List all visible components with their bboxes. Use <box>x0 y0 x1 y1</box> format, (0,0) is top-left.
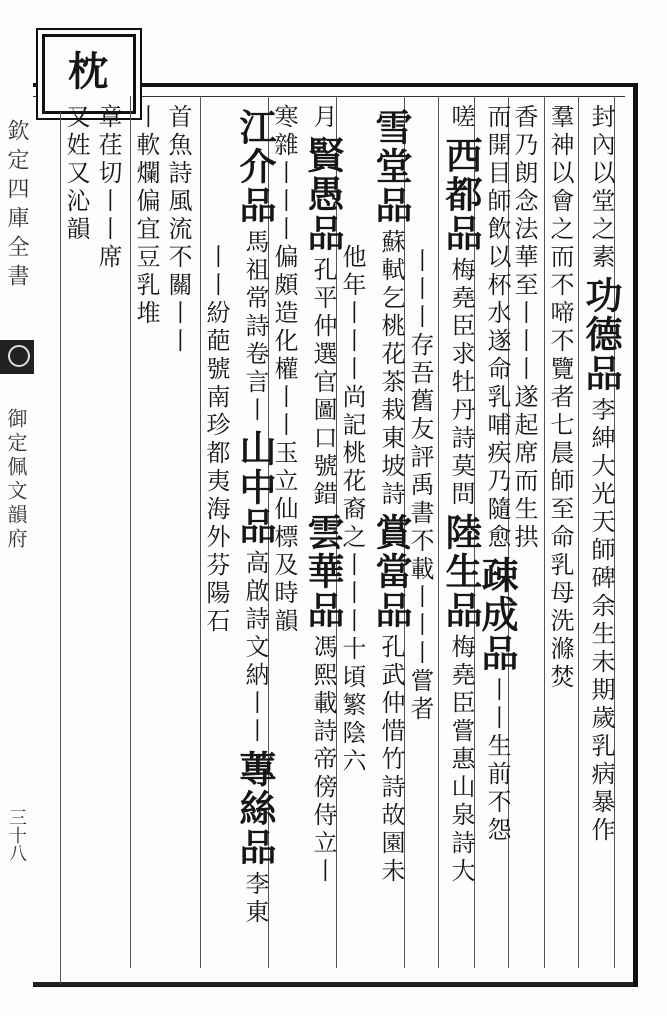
column-rule <box>578 96 579 968</box>
text-column <box>369 104 413 886</box>
column-rule <box>544 96 545 968</box>
column-rule <box>60 112 61 984</box>
entry-text: 李東 <box>241 871 269 927</box>
library-title: 欽定四庫全書 <box>4 119 29 293</box>
entry-text: 丨軟爛偏宜豆乳堆 <box>132 104 160 328</box>
text-column <box>134 104 158 328</box>
entry-text: 孔平仲選官圖口號錯 <box>309 257 337 509</box>
head-character: 枕 <box>68 48 108 95</box>
entry-text: 嗟 <box>447 104 475 132</box>
entry-text: 梅堯臣嘗惠山泉詩大 <box>447 634 475 886</box>
entry-text: 梅堯臣求牡丹詩莫問 <box>447 257 475 509</box>
text-column <box>233 104 277 927</box>
entry-heading: 雪堂品 <box>369 108 413 225</box>
book-title: 御定佩文韻府 <box>4 408 28 552</box>
entry-heading: 陸生品 <box>439 513 483 630</box>
entry-text: 馮熙載詩帝傍侍立丨 <box>309 634 337 886</box>
text-column <box>579 104 623 845</box>
text-column <box>301 104 345 886</box>
text-column <box>204 244 228 636</box>
text-column <box>548 104 572 692</box>
entry-text: 羣神以會之 <box>546 104 574 244</box>
entry-heading: 山中品 <box>233 429 277 546</box>
entry-text: 月 <box>309 104 337 132</box>
text-column <box>512 104 536 552</box>
text-column <box>439 104 483 886</box>
entry-text: 馬祖常詩卷言丨 <box>241 229 269 425</box>
entry-heading: 功德品 <box>579 276 623 393</box>
fish-tail-icon <box>8 345 30 367</box>
entry-heading: 西都品 <box>439 136 483 253</box>
entry-heading: 賞當品 <box>369 513 413 630</box>
column-rule <box>200 96 201 968</box>
entry-text: 他年丨丨丨尚記桃花裔 <box>338 244 366 524</box>
entry-text: 章荏切丨丨席 <box>94 104 122 272</box>
entry-text: 首魚詩風流不關丨丨 <box>164 104 192 356</box>
entry-text: 都夷海外芬 <box>202 440 230 580</box>
entry-text: 李紳大光天師碑余生未期歲乳病暴作 <box>587 397 615 845</box>
entry-text: 而不啼不覽者七晨師至命乳母洗滌焚 <box>546 244 574 692</box>
entry-heading: 賢愚品 <box>301 136 345 253</box>
column-rule <box>130 96 131 968</box>
entry-text: 雜丨丨丨偏頗造化權 <box>270 132 298 384</box>
page-number: 三十八 <box>6 808 27 862</box>
entry-heading: 雲華品 <box>301 513 345 630</box>
text-column <box>408 248 432 724</box>
entry-text: 丨丨丨存吾舊友評 <box>406 248 434 472</box>
entry-text: 丨丨生前不怨 <box>483 677 511 845</box>
entry-text: 禹書不載丨丨丨嘗者 <box>406 472 434 724</box>
entry-text: 之丨丨丨十頃繁陰六 <box>338 524 366 776</box>
entry-text: 寒 <box>270 104 298 132</box>
entry-text: 丨丨紛葩號南珍 <box>202 244 230 440</box>
entry-text: 孔武仲惜竹詩故園未 <box>377 634 405 886</box>
entry-text: 高啟詩文納丨丨 <box>241 550 269 746</box>
entry-heading: 江介品 <box>233 108 277 225</box>
entry-text: 香乃朗念法華至丨丨丨遂起席而生拱 <box>510 104 538 552</box>
text-column <box>96 104 120 272</box>
entry-text: 蘇軾乞桃花茶栽東坡詩 <box>377 229 405 509</box>
text-column <box>64 104 88 244</box>
entry-text: 丨丨玉立仙標及時韻 <box>270 384 298 636</box>
entry-heading: 蓴絲品 <box>233 750 277 867</box>
text-column <box>166 104 190 356</box>
entry-text: 又姓又沁韻 <box>62 104 90 244</box>
entry-text: 陽石 <box>202 580 230 636</box>
text-column <box>475 104 519 845</box>
entry-text: 封內以堂之素 <box>587 104 615 272</box>
entry-heading: 疎成品 <box>475 556 519 673</box>
entry-text: 而開目師飲以杯水遂命乳哺疾乃隨愈 <box>483 104 511 552</box>
bottom-border <box>33 982 633 986</box>
text-column <box>340 244 364 776</box>
